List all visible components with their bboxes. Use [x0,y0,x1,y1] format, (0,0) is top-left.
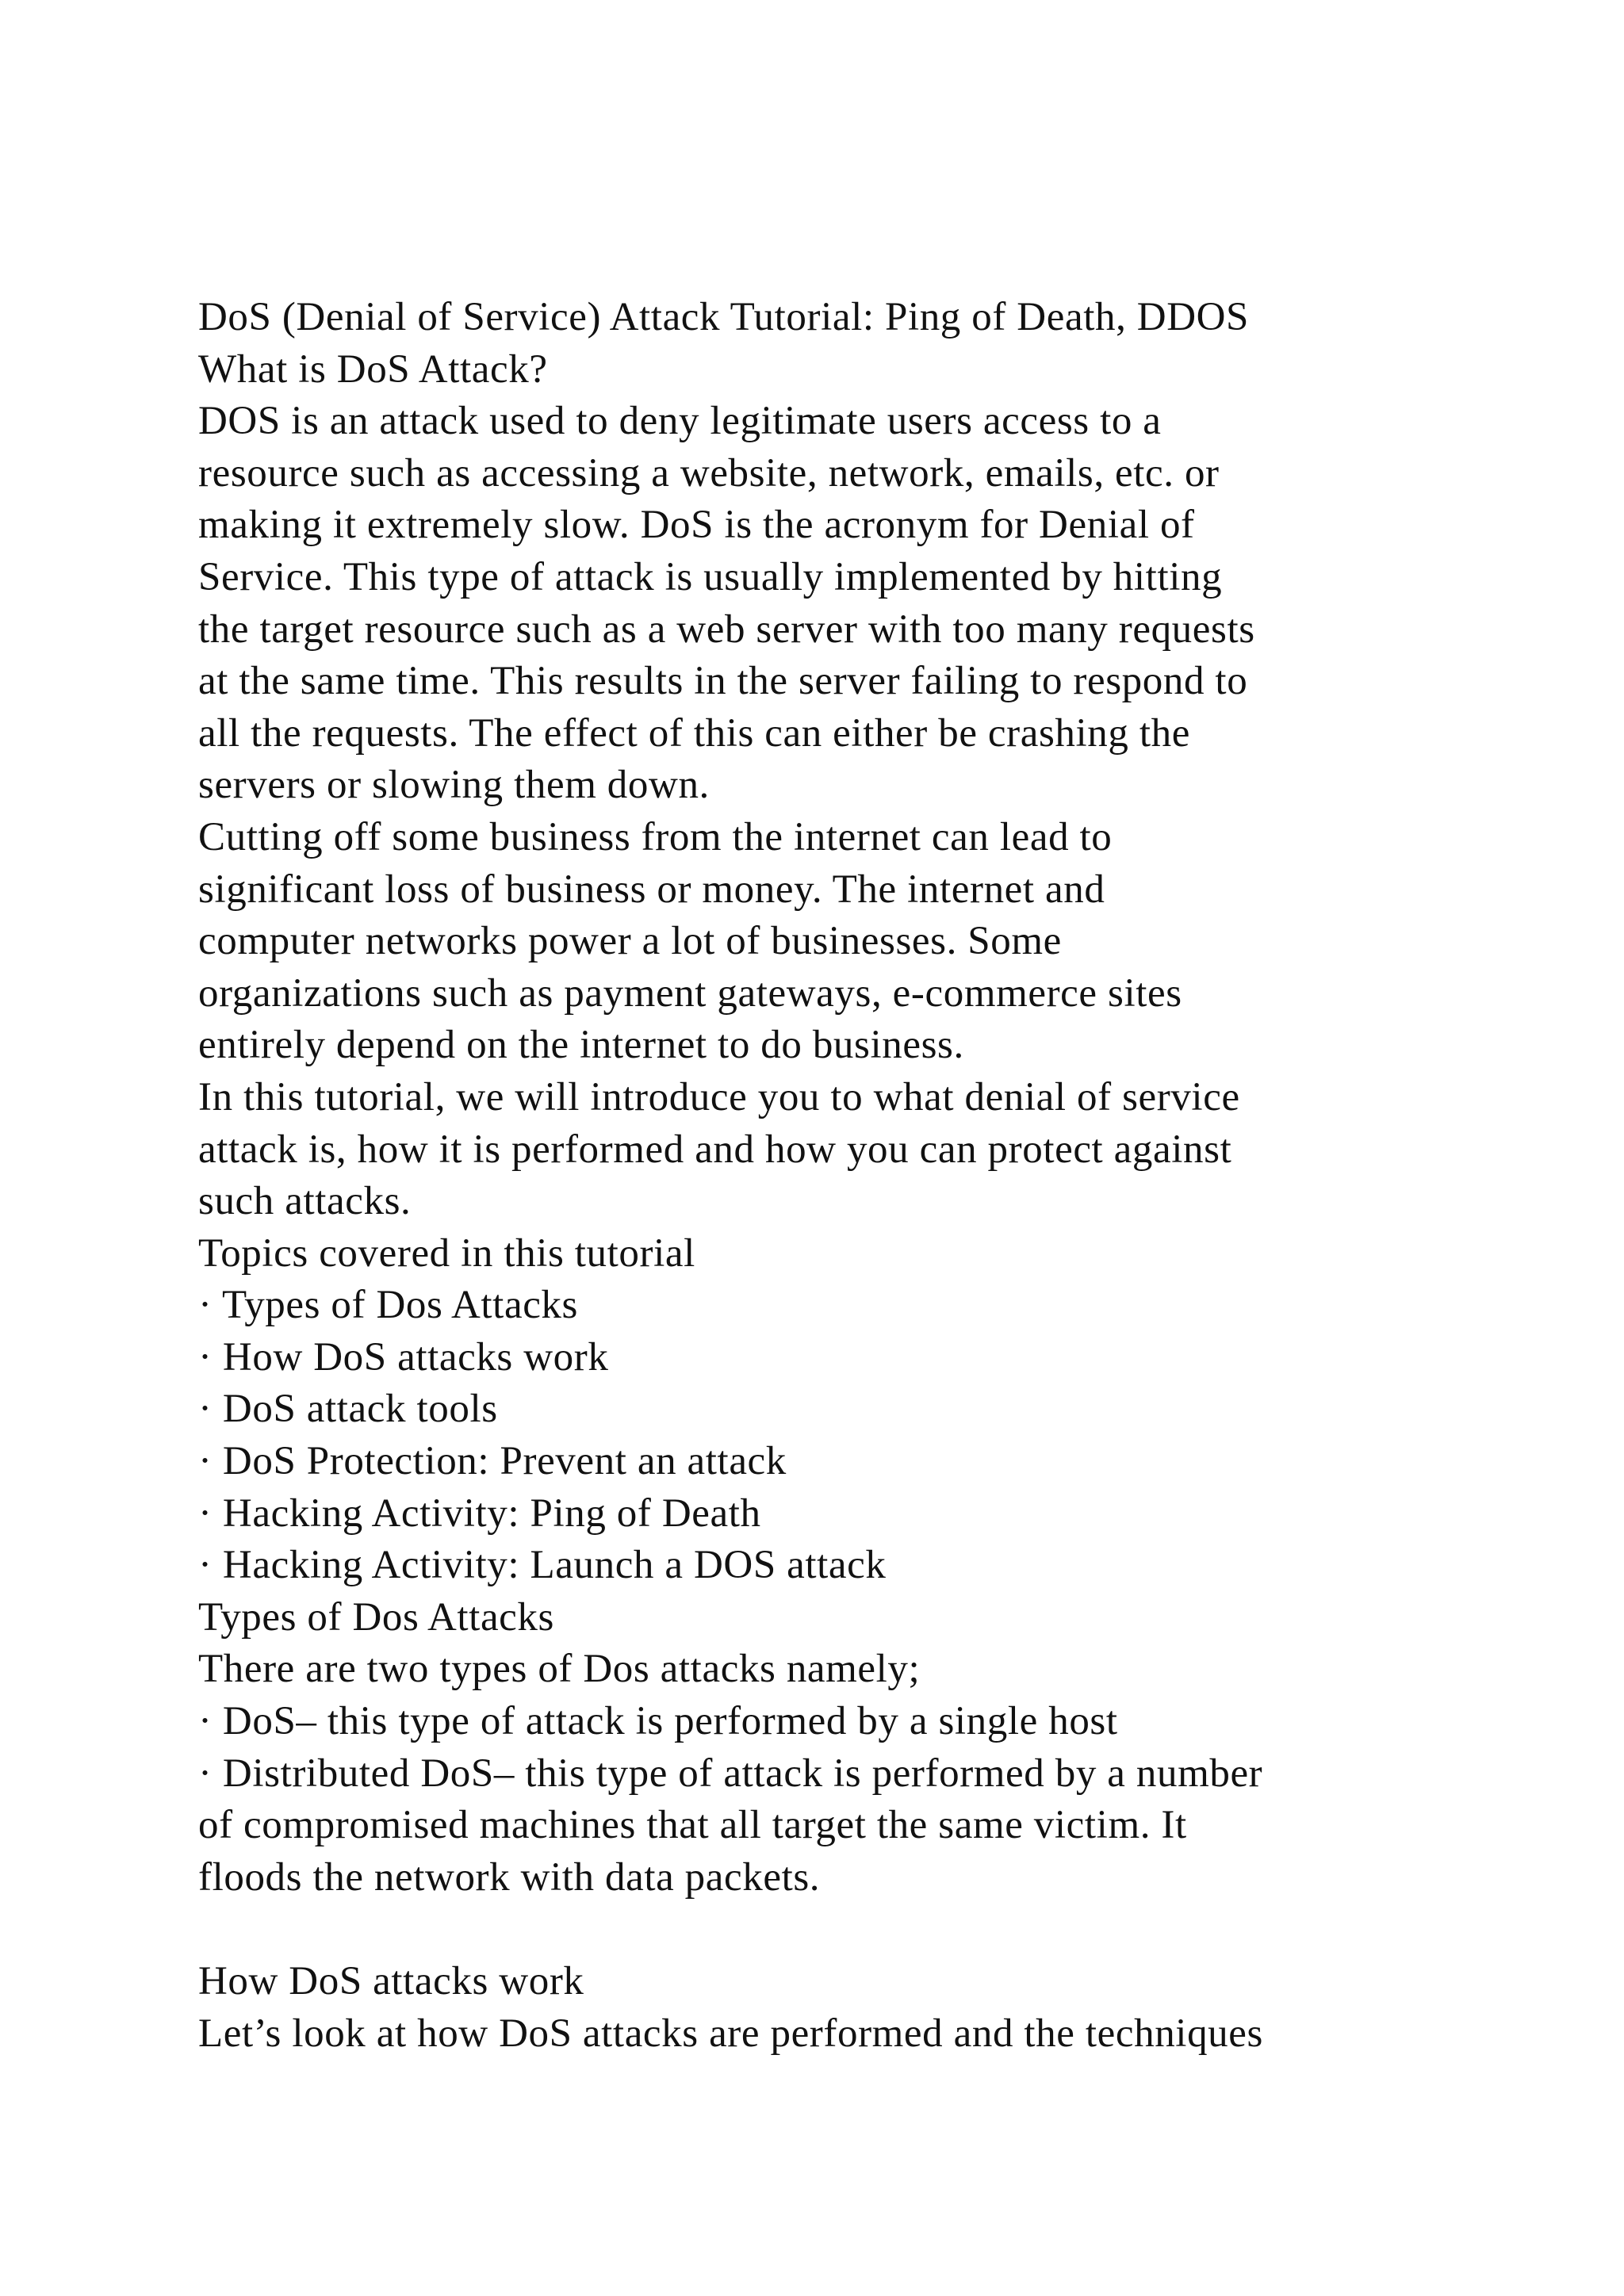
paragraph-line: resource such as accessing a website, network, emails, etc. or [198,450,1220,496]
section-heading-topics: Topics covered in this tutorial [198,1230,695,1276]
list-item: · DoS attack tools [198,1387,498,1432]
paragraph-line: computer networks power a lot of businesses. Some [198,919,1062,964]
section-heading-what-is-dos: What is DoS Attack? [198,346,548,392]
paragraph-line: such attacks. [198,1179,412,1224]
paragraph-line: the target resource such as a web server with too many requests [198,607,1255,652]
list-item: · Hacking Activity: Launch a DOS attack [198,1543,887,1588]
paragraph-line: all the requests. The effect of this can either be crashing the [198,710,1190,756]
list-item: · DoS– this type of attack is performed by a single host [198,1699,1118,1744]
paragraph-line: at the same time. This results in the server failing to respond to [198,659,1248,704]
list-item: · How DoS attacks work [198,1334,609,1380]
paragraph-line: organizations such as payment gateways, e-commerce sites [198,970,1182,1016]
paragraph-line: attack is, how it is performed and how you can protect against [198,1127,1232,1172]
paragraph-line: of compromised machines that all target the same victim. It [198,1803,1187,1848]
document-title: DoS (Denial of Service) Attack Tutorial: Ping of Death, DDOS [198,295,1250,339]
list-item: · Types of Dos Attacks [198,1283,578,1328]
paragraph-line: Cutting off some business from the internet can lead to [198,814,1113,859]
list-item: · DoS Protection: Prevent an attack [198,1439,787,1484]
list-item: · Hacking Activity: Ping of Death [198,1490,761,1536]
paragraph-line: Service. This type of attack is usually implemented by hitting [198,554,1223,599]
paragraph-line: There are two types of Dos attacks namely; [198,1647,921,1692]
blank-line [198,1904,1530,1956]
list-item: · Distributed DoS– this type of attack is performed by a number [198,1751,1263,1796]
paragraph-line: significant loss of business or money. The internet and [198,867,1105,912]
section-heading-how-dos-works: How DoS attacks work [198,1959,584,2003]
document-body [198,292,1530,2060]
paragraph-line: Let’s look at how DoS attacks are performed and the techniques [198,2011,1263,2056]
paragraph-line: making it extremely slow. DoS is the acronym for Denial of [198,503,1195,548]
paragraph-line: In this tutorial, we will introduce you to what denial of service [198,1074,1240,1119]
paragraph-line: DOS is an attack used to deny legitimate users access to a [198,399,1162,444]
paragraph-line: entirely depend on the internet to do business. [198,1023,964,1068]
section-heading-types: Types of Dos Attacks [198,1594,554,1640]
paragraph-line: floods the network with data packets. [198,1854,821,1900]
paragraph-line: servers or slowing them down. [198,763,710,808]
